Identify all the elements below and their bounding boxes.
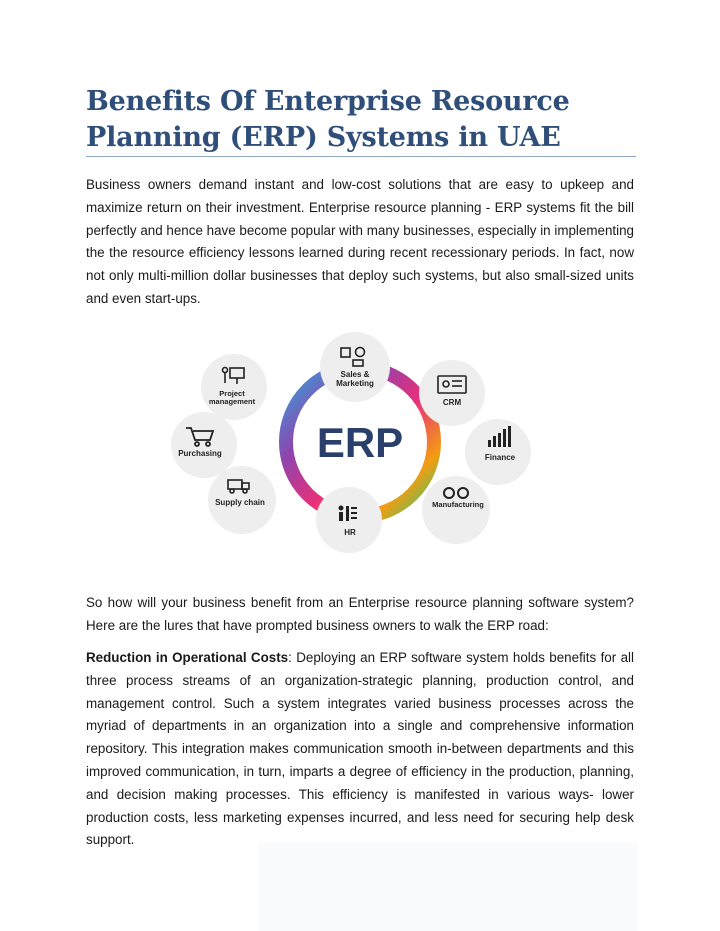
erp-diagram bbox=[130, 330, 590, 576]
module-finance bbox=[465, 419, 531, 485]
module-label: Marketing bbox=[336, 379, 374, 388]
module-label: Project bbox=[219, 389, 245, 398]
title-underline bbox=[86, 156, 636, 157]
module-label: Supply chain bbox=[215, 498, 265, 507]
module-crm bbox=[419, 360, 485, 426]
module-supply-chain bbox=[208, 466, 276, 534]
module-label: Purchasing bbox=[178, 449, 222, 458]
module-hr bbox=[316, 487, 382, 553]
section-heading: Reduction in Operational Costs bbox=[86, 650, 289, 665]
question-paragraph: So how will your business benefit from an Enterprise resource planning software system? Here are the lures that have prompted business owners to walk the ERP road: bbox=[86, 595, 634, 633]
section-body: : Deploying an ERP software system holds benefits for all three process streams of an organization-strategic planning, production control, and management control. Such a system integrates varied business processes across the myriad of departments in an organization into a single and comprehensive information repository. This integration makes communication smooth in-between departments and this improved communication, in turn, imparts a degree of efficiency in the production, planning, and decision making processes. This efficiency is manifested in various ways- lower production costs, less marketing expenses incurred, and less need for securing help desk support. bbox=[86, 650, 634, 848]
module-label: CRM bbox=[442, 398, 462, 407]
module-label: management bbox=[208, 397, 256, 406]
module-label: Sales & bbox=[340, 370, 370, 379]
module-sales-marketing bbox=[320, 332, 390, 402]
module-project-management bbox=[201, 354, 267, 420]
page-title: Benefits Of Enterprise Resource Planning (ERP) Systems in UAE bbox=[86, 86, 570, 153]
module-label: Finance bbox=[484, 453, 516, 462]
module-label: HR bbox=[344, 528, 356, 537]
intro-paragraph: Business owners demand instant and low-cost solutions that are easy to upkeep and maximize return on their investment. Enterprise resource planning - ERP systems fit the bill perfectly and hence have become popular with many businesses, especially in implementing the the resource efficiency lessons learned during recent recessionary periods. In fact, now not only multi-million dollar businesses that deploy such systems, but also small-sized units and even start-ups. bbox=[86, 177, 634, 306]
erp-diagram-svg bbox=[130, 330, 590, 576]
module-purchasing bbox=[171, 412, 237, 478]
module-label: Manufacturing bbox=[432, 500, 484, 509]
faint-background-block bbox=[258, 842, 638, 931]
hr-people-icon bbox=[339, 506, 358, 522]
module-manufacturing bbox=[422, 476, 490, 544]
section-paragraph bbox=[86, 647, 634, 852]
erp-center-label: ERP bbox=[316, 419, 404, 466]
